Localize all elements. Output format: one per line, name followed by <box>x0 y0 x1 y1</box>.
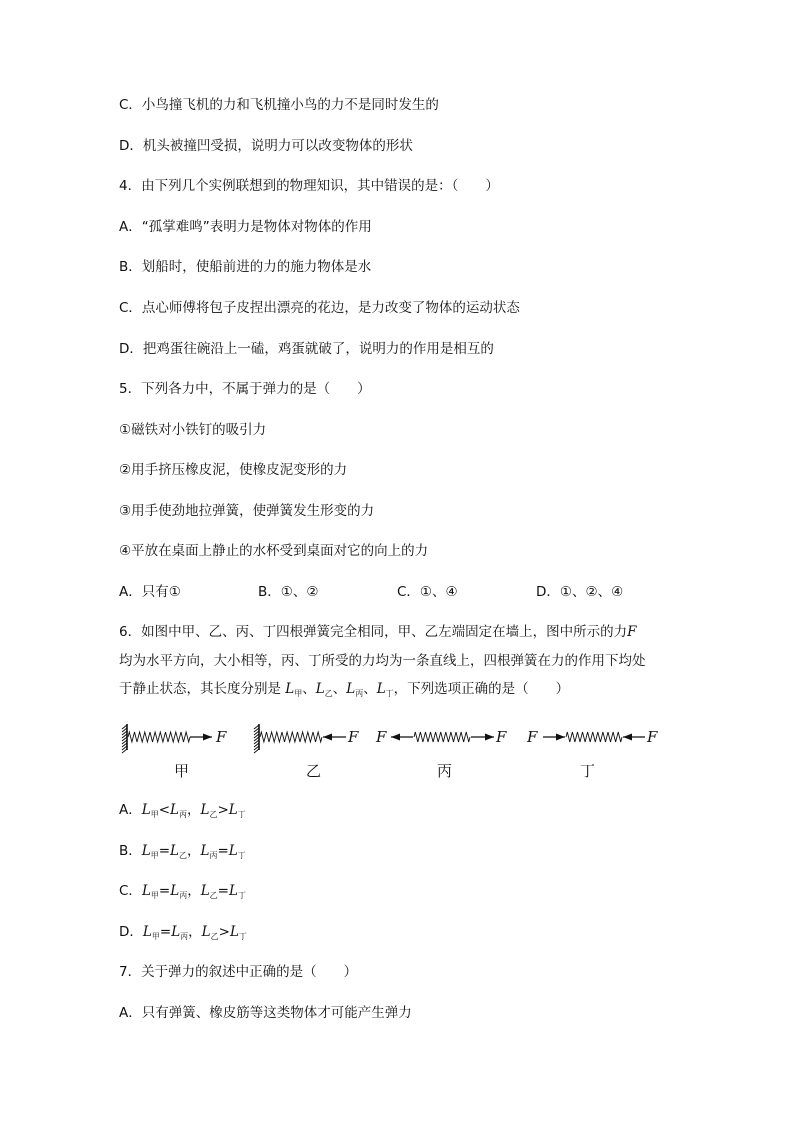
equals-sign: = <box>217 843 229 859</box>
fig-label-bing: 丙 <box>437 762 453 780</box>
subscript-bing: 丙 <box>209 851 218 860</box>
equals-sign: = <box>158 843 171 859</box>
separator: 、 <box>332 681 347 697</box>
arrowhead <box>203 734 212 741</box>
less-than-sign: < <box>158 802 171 818</box>
subscript-yi: 乙 <box>209 891 218 900</box>
force-label: F <box>496 728 507 746</box>
subscript-yi: 乙 <box>179 851 188 860</box>
subscript-bing: 丙 <box>179 810 187 819</box>
q6-option-a <box>119 800 246 825</box>
subscript-jia: 甲 <box>150 810 159 819</box>
length-symbol: L <box>200 883 210 899</box>
subscript-yi: 乙 <box>324 689 333 698</box>
length-symbol: L <box>141 883 151 899</box>
q6-option-d <box>119 922 247 947</box>
q7-stem: 7．关于弹力的叙述中正确的是（ ） <box>119 964 358 980</box>
q6-stem-line-2: 均为水平方向，大小相等，丙、丁所受的力均为一条直线上，四根弹簧在力的作用下均处 <box>119 653 646 669</box>
subscript-bing: 丙 <box>180 932 189 941</box>
arrowhead <box>485 734 494 741</box>
q5-option-c: C．①、④ <box>397 584 458 600</box>
separator: 、 <box>363 681 377 697</box>
force-label: F <box>376 728 387 746</box>
q5-stem: 5．下列各力中，不属于弹力的是（ ） <box>119 381 371 397</box>
subscript-ding: 丁 <box>238 932 247 941</box>
subscript-ding: 丁 <box>385 689 394 698</box>
spring-coil <box>566 732 622 742</box>
length-symbol: L <box>141 843 151 859</box>
option-prefix: A． <box>119 802 142 818</box>
q3-option-c: C．小鸟撞飞机的力和飞机撞小鸟的力不是同时发生的 <box>119 97 439 113</box>
equals-sign: = <box>158 883 171 899</box>
subscript-ding: 丁 <box>237 851 246 860</box>
q4-option-c: C．点心师傅将包子皮捏出漂亮的花边，是力改变了物体的运动状态 <box>119 300 520 316</box>
q6-stem-text-3b: ，下列选项正确的是（ ） <box>393 681 570 697</box>
spring-coil <box>128 732 190 742</box>
subscript-yi: 乙 <box>209 810 218 819</box>
subscript-ding: 丁 <box>237 810 246 819</box>
greater-than-sign: > <box>217 802 229 818</box>
subscript-jia: 甲 <box>150 851 159 860</box>
subscript-jia: 甲 <box>294 689 303 698</box>
length-symbol: L <box>200 843 210 859</box>
option-prefix: C． <box>119 883 142 899</box>
spring-coil <box>414 732 470 742</box>
option-prefix: B． <box>119 843 142 859</box>
force-label: F <box>216 728 227 746</box>
fig-label-ding: 丁 <box>580 762 596 780</box>
subscript-ding: 丁 <box>237 891 246 900</box>
q6-option-c <box>119 881 246 906</box>
equals-sign: = <box>217 883 229 899</box>
q3-option-d: D．机头被撞凹受损，说明力可以改变物体的形状 <box>119 138 413 154</box>
subscript-jia: 甲 <box>150 891 159 900</box>
q5-item-4: ④平放在桌面上静止的水杯受到桌面对它的向上的力 <box>119 543 429 559</box>
option-prefix: D． <box>119 924 143 940</box>
greater-than-sign: > <box>218 924 230 940</box>
arrowhead <box>623 734 632 741</box>
subscript-jia: 甲 <box>151 932 160 941</box>
q6-stem-text-1: 6．如图中甲、乙、丙、丁四根弹簧完全相同，甲、乙左端固定在墙上，图中所示的力 <box>119 624 628 640</box>
q5-option-d: D．①、②、④ <box>536 584 624 600</box>
separator: 、 <box>302 681 316 697</box>
arrowhead <box>391 734 400 741</box>
subscript-yi: 乙 <box>210 932 219 941</box>
length-symbol: L <box>141 802 151 818</box>
length-symbol: L <box>170 843 180 859</box>
q6-stem-text-3a: 于静止状态，其长度分别是 <box>119 681 281 697</box>
q6-option-b <box>119 841 246 866</box>
q4-option-d: D．把鸡蛋往碗沿上一磕，鸡蛋就破了，说明力的作用是相互的 <box>119 341 494 357</box>
comma: ， <box>187 843 201 859</box>
q4-stem: 4．由下列几个实例联想到的物理知识，其中错误的是：（ ） <box>119 178 499 194</box>
arrowhead <box>556 734 565 741</box>
q4-option-a: A．“孤掌难鸣”表明力是物体对物体的作用 <box>119 219 372 235</box>
length-symbol: L <box>142 924 152 940</box>
force-label: F <box>647 728 658 746</box>
length-symbol: L <box>315 681 325 697</box>
subscript-bing: 丙 <box>179 891 188 900</box>
fig-label-jia: 甲 <box>174 762 190 780</box>
length-symbol: L <box>228 843 238 859</box>
q5-item-3: ③用手使劲地拉弹簧，使弹簧发生形变的力 <box>119 503 375 519</box>
length-symbol: L <box>346 681 356 697</box>
length-symbol: L <box>170 802 179 818</box>
length-symbol: L <box>200 802 210 818</box>
q5-option-b: B．①、② <box>258 584 319 600</box>
arrowhead <box>323 734 332 741</box>
length-symbol: L <box>376 681 386 697</box>
length-symbol: L <box>229 924 239 940</box>
length-symbol: L <box>228 883 238 899</box>
force-symbol: F <box>627 624 637 640</box>
comma: ， <box>187 802 201 818</box>
q5-item-2: ②用手挤压橡皮泥，使橡皮泥变形的力 <box>119 462 348 478</box>
length-symbol: L <box>201 924 211 940</box>
comma: ， <box>187 883 201 899</box>
q5-item-1: ①磁铁对小铁钉的吸引力 <box>119 422 267 438</box>
length-symbol: L <box>228 802 238 818</box>
spring-coil <box>260 732 322 742</box>
force-label: F <box>348 728 359 746</box>
q5-option-a: A．只有① <box>119 584 181 600</box>
fig-label-yi: 乙 <box>306 762 322 780</box>
length-symbol: L <box>285 681 295 697</box>
force-label: F <box>527 728 538 746</box>
q7-option-a: A．只有弹簧、橡皮筋等这类物体才可能产生弹力 <box>119 1005 412 1021</box>
subscript-bing: 丙 <box>355 689 364 698</box>
comma: ， <box>188 924 202 940</box>
q4-option-b: B．划船时，使船前进的力的施力物体是水 <box>119 259 372 275</box>
equals-sign: = <box>159 924 172 940</box>
length-symbol: L <box>170 883 180 899</box>
length-symbol: L <box>171 924 181 940</box>
